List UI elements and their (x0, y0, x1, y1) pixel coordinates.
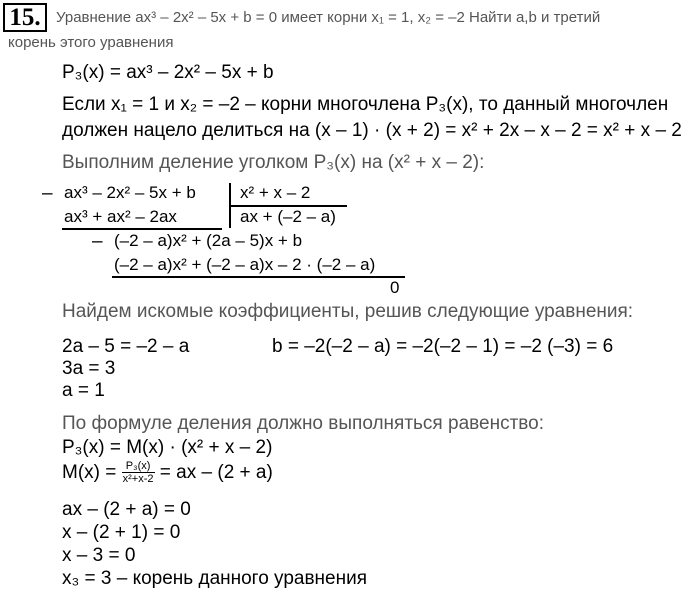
m-of-x-label: M(x) = (62, 461, 117, 483)
equation-step-1: ax – (2 + a) = 0 (62, 499, 191, 520)
coefficients-intro: Найдем искомые коэффициенты, решив следующие уравнения: (62, 301, 634, 322)
fraction-numerator: P₃(x) (122, 460, 155, 473)
equation-a-2: 3a = 3 (62, 358, 116, 379)
problem-number: 15. (3, 3, 47, 32)
division-final-remainder: 0 (390, 278, 400, 297)
division-quotient: ax + (–2 – a) (240, 207, 336, 226)
division-minus-sign-1: – (42, 183, 53, 204)
division-underline-1 (62, 228, 222, 230)
problem-condition-line-1: Уравнение ax³ – 2x² – 5x + b = 0 имеет корни x₁ = 1, x₂ = –2 Найти a,b и третий (56, 9, 601, 26)
division-subtrahend-1: ax³ + ax² – 2ax (64, 207, 177, 226)
m-of-x-fraction (122, 460, 155, 485)
statement-line-1: Если x₁ = 1 и x₂ = –2 – корни многочлена P₃(x), то данный многочлен (62, 94, 669, 115)
division-divisor: x² + x – 2 (240, 183, 311, 202)
division-dividend: ax³ – 2x² – 5x + b (64, 183, 196, 202)
division-minus-sign-2: – (92, 231, 103, 252)
equation-a-3: a = 1 (62, 380, 105, 401)
equation-step-2: x – (2 + 1) = 0 (62, 522, 181, 543)
statement-line-2: должен нацело делиться на (x – 1) · (x + 2) = x² + 2x – x – 2 = x² + x – 2 (62, 120, 682, 141)
division-underline-2 (112, 276, 405, 278)
problem-condition-line-2: корень этого уравнения (8, 34, 174, 51)
polynomial-definition: P₃(x) = ax³ – 2x² – 5x + b (62, 62, 274, 83)
formula-intro: По формуле деления должно выполняться равенство: (62, 413, 545, 434)
equation-step-3: x – 3 = 0 (62, 545, 136, 566)
division-subtrahend-2: (–2 – a)x² + (–2 – a)x – 2 · (–2 – a) (114, 255, 376, 274)
equation-b: b = –2(–2 – a) = –2(–2 – 1) = –2 (–3) = 6 (272, 336, 614, 357)
fraction-denominator: x²+x-2 (122, 473, 154, 485)
division-remainder-1: (–2 – a)x² + (2a – 5)x + b (114, 231, 303, 250)
equation-m-of-x (62, 460, 273, 485)
m-of-x-result: = ax – (2 + a) (159, 461, 273, 483)
division-intro: Выполним деление уголком P₃(x) на (x² + x – 2): (62, 152, 485, 173)
equation-a-1: 2a – 5 = –2 – a (62, 336, 190, 357)
answer-line: x₃ = 3 – корень данного уравнения (62, 568, 368, 589)
equation-division-formula: P₃(x) = M(x) · (x² + x – 2) (62, 437, 273, 458)
